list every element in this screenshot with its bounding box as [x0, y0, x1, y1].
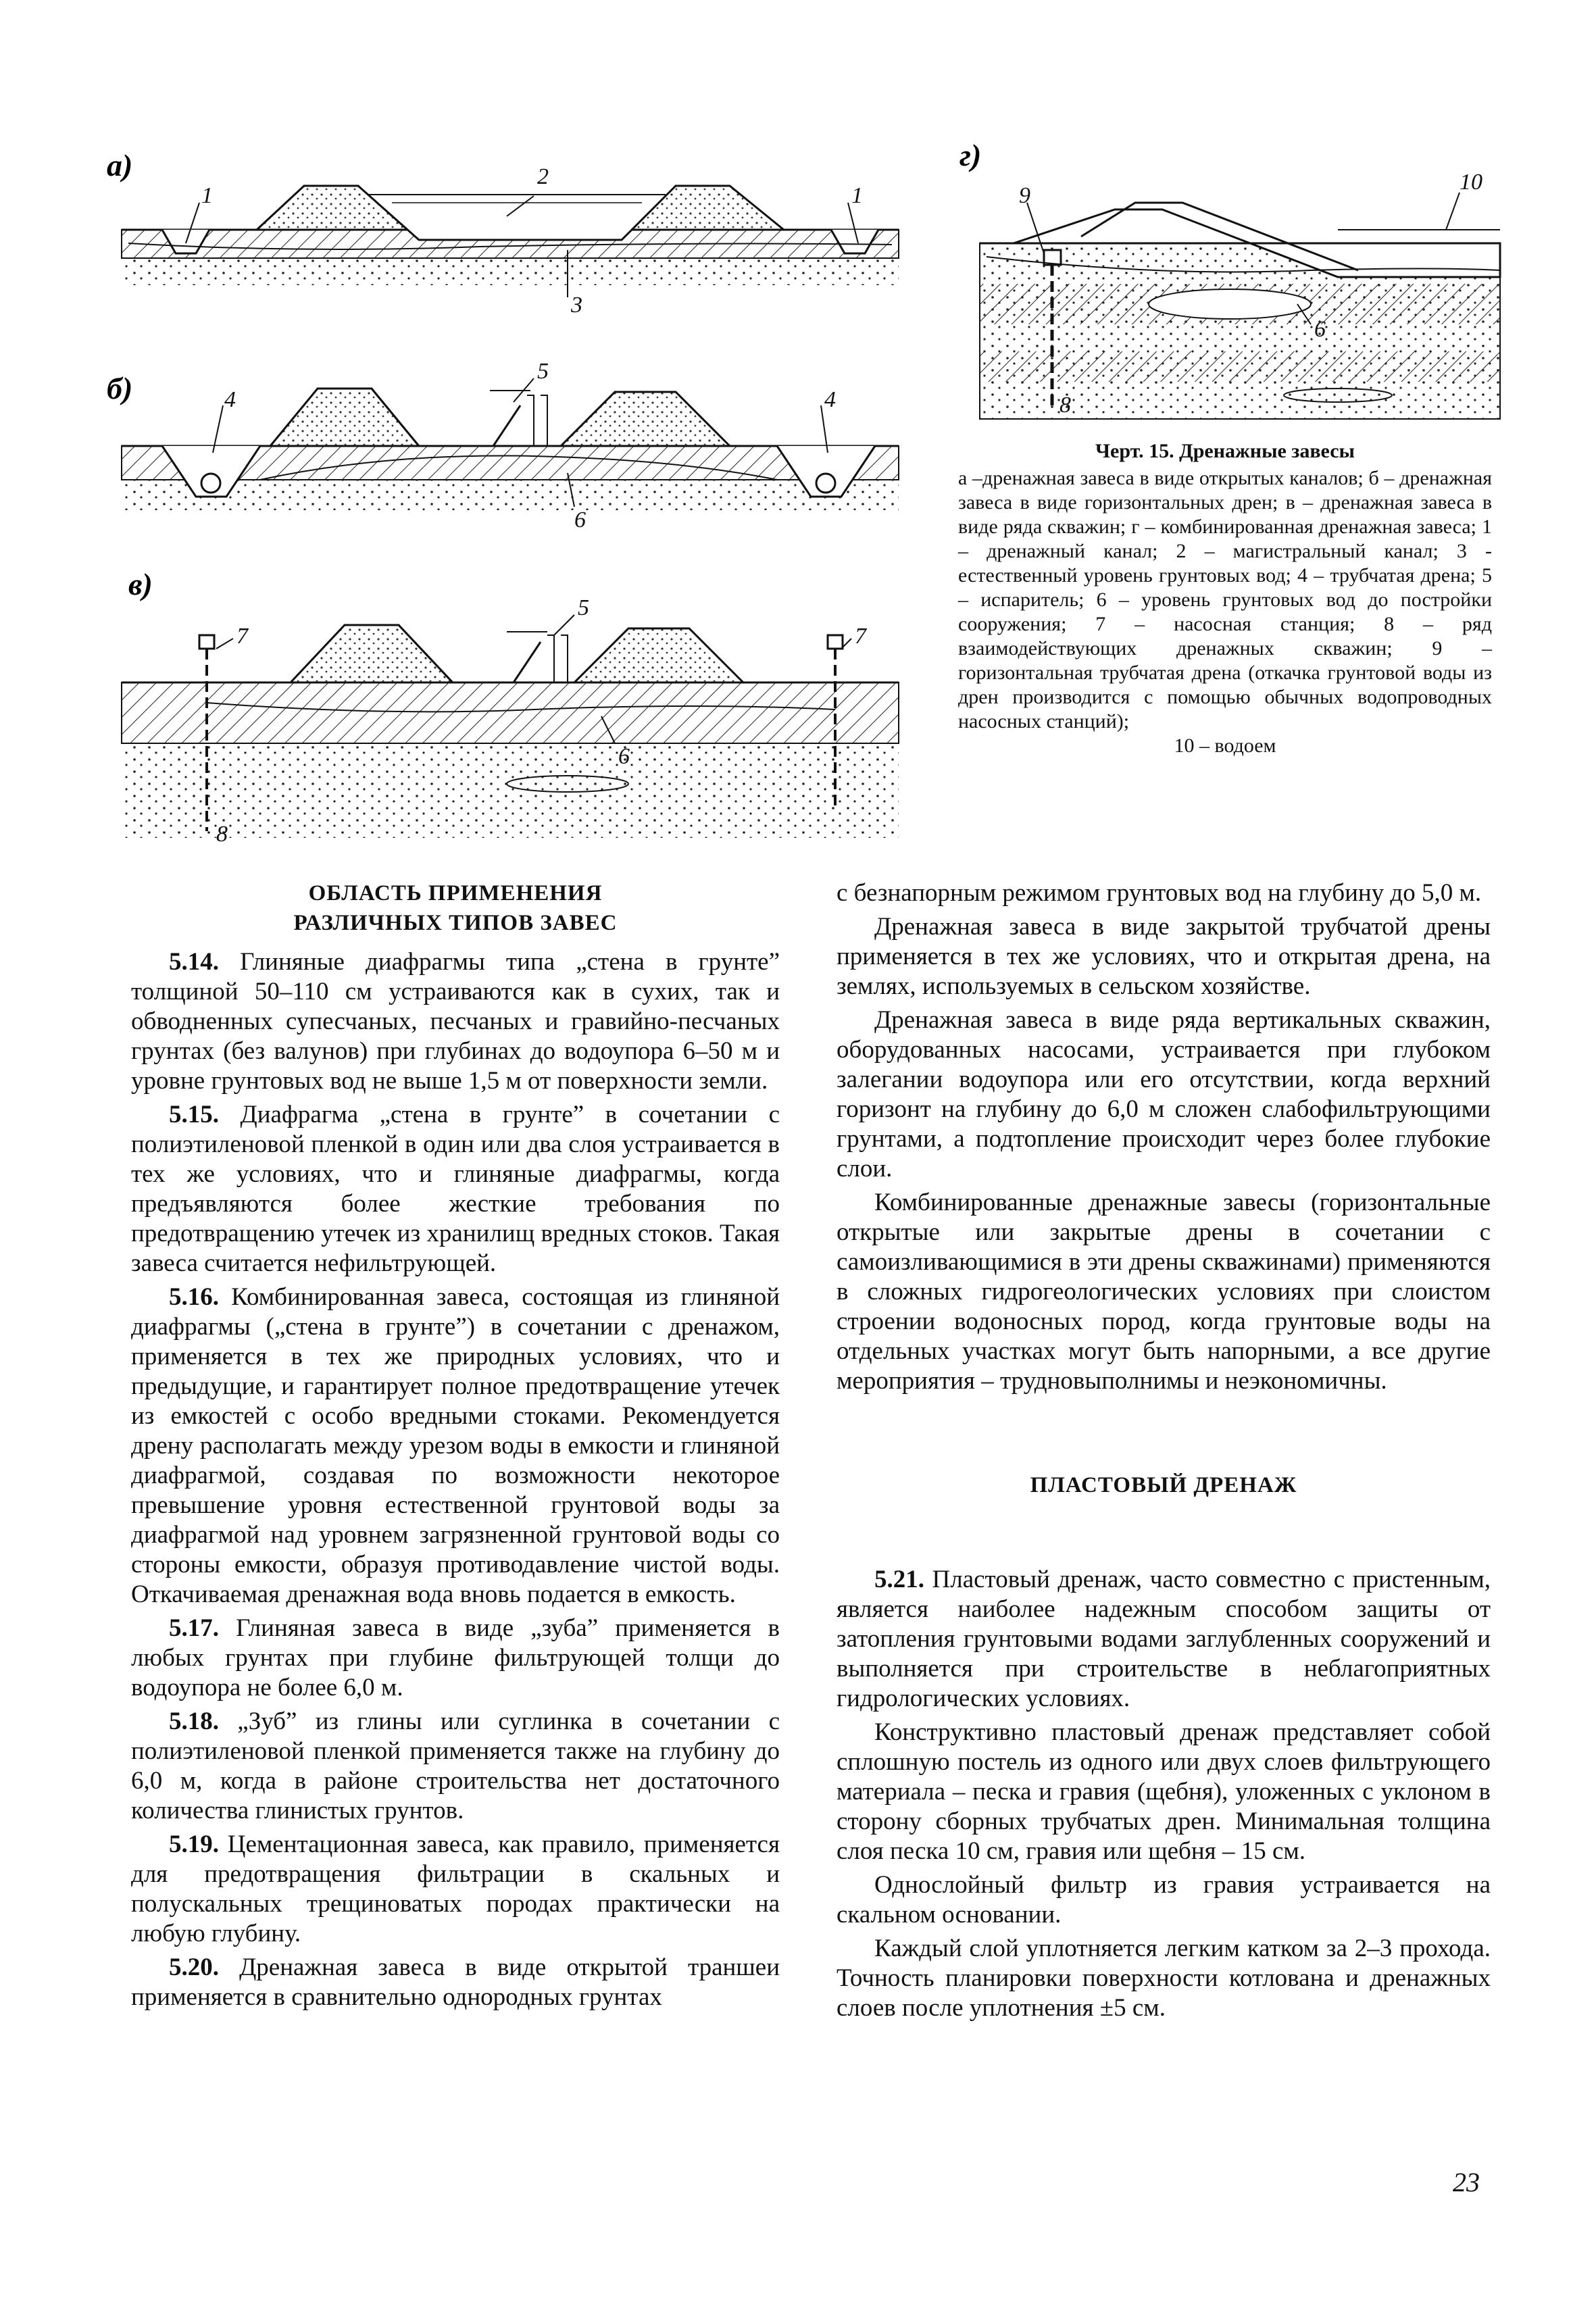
para-text: Комбинированная завеса, состоящая из глиняной диафрагмы („стена в грунте”) в сочетании с дренажом, применяется в тех же природных условиях, что и предыдущие, и гарантирует полное предотвращение утечек из емкостей с особо вредными стоками. Рекомендуется дрену располагать между урезом воды в емкости и глиняной диафрагмой, создавая по возможности некоторое превышение уровня естественной грунтовой воды за диафрагмой над уровнем загрязненной грунтовой воды со стороны емкости, образуя противодавление чистой воды. Откачиваемая дренажная вода вновь подается в емкость. [131, 1283, 780, 1608]
para-num: 5.14. [169, 948, 219, 976]
para-text: „Зуб” из глины или суглинка в сочетании с полиэтиленовой пленкой применяется также на глубину до 6,0 м, когда в районе строительства нет достаточного количества глинистых грунтов. [131, 1708, 780, 1824]
caption-title: Черт. 15. Дренажные завесы [1095, 440, 1355, 462]
callout-4b: 4 [824, 387, 836, 412]
para-num: 5.20. [169, 1953, 219, 1981]
callout-1: 1 [201, 183, 213, 208]
panel-label-v: в) [128, 567, 153, 601]
section-heading-layer-drainage: ПЛАСТОВЫЙ ДРЕНАЖ [1030, 1473, 1297, 1497]
callout-8b: 8 [1059, 393, 1071, 418]
paragraph-5-19 [131, 1830, 780, 1949]
para-num: 5.19. [169, 1831, 219, 1858]
figure-caption [958, 439, 1492, 758]
callout-1b: 1 [851, 183, 863, 208]
callout-5b: 5 [578, 595, 589, 620]
callout-6c: 6 [1314, 317, 1326, 342]
paragraph-compaction: Каждый слой уплотняется легким катком за 2–3 прохода. Точность планировки поверхности котлована и дренажных слоев после уплотнения ±5 см. [837, 1935, 1491, 2022]
paragraph-5-21 [837, 1565, 1491, 1714]
panel-b-drawing [122, 359, 899, 532]
callout-7: 7 [236, 624, 248, 649]
paragraph-5-18 [131, 1707, 780, 1826]
paragraph-combined-curtains: Комбинированные дренажные завесы (горизонтальные открытые или закрытые дрены в сочетании с самоизливающимися в эти дрены скважинами) применяются в сложных гидрогеологических условиях при слоистом строении водоносных пород, когда грунтовые воды на отдельных участках могут быть напорными, а все другие мероприятия – трудновыполнимы и неэкономичны. [837, 1189, 1491, 1395]
para-text: Глиняная завеса в виде „зуба” применяется в любых грунтах при глубине фильтрующей толщи до водоупора не более 6,0 м. [131, 1614, 780, 1701]
para-num: 5.17. [169, 1614, 219, 1642]
drainage-curtain-drawing-g [959, 135, 1514, 432]
panel-a-drawing [122, 164, 899, 318]
para-text: Цементационная завеса, как правило, применяется для предотвращения фильтрации в скальных и полускальных трещиноватых породах практически на любую глубину. [131, 1831, 780, 1947]
callout-7b: 7 [855, 624, 866, 649]
caption-last-line: 10 – водоем [1174, 735, 1276, 757]
para-text: Дренажная завеса в виде открытой траншеи применяется в сравнительно однородных грунтах [131, 1953, 780, 2011]
paragraph-5-14 [131, 947, 780, 1096]
paragraph-5-20-continuation: с безнапорным режимом грунтовых вод на глубину до 5,0 м. [837, 879, 1482, 907]
callout-8: 8 [216, 822, 228, 847]
figure-panels-left [101, 135, 946, 851]
panel-v-drawing [122, 595, 899, 847]
paragraph-single-layer-filter: Однослойный фильтр из гравия устраивается на скальном основании. [837, 1871, 1491, 1928]
callout-4: 4 [224, 387, 236, 412]
para-num: 5.21. [874, 1566, 924, 1593]
callout-6b: 6 [618, 744, 630, 769]
callout-5: 5 [537, 359, 549, 384]
paragraph-5-15 [131, 1100, 780, 1278]
panel-label-b: б) [107, 371, 133, 405]
paragraph-closed-drain: Дренажная завеса в виде закрытой трубчатой дрены применяется в тех же условиях, что и открытая дрена, на землях, используемых в сельском хозяйстве. [837, 913, 1491, 1000]
paragraph-5-16 [131, 1283, 780, 1610]
page-number: 23 [1453, 2167, 1480, 2197]
callout-6: 6 [574, 507, 586, 532]
drainage-curtain-drawings-abv [101, 135, 946, 851]
paragraph-construction: Конструктивно пластовый дренаж представляет собой сплошную постель из одного или двух слоев фильтрующего материала – песка и гравия (щебня), уложенных с уклоном в сторону сборных трубчатых дрен. Минимальная толщина слоя песка 10 см, гравия или щебня – 15 см. [837, 1718, 1491, 1865]
para-text: Диафрагма „стена в грунте” в сочетании с полиэтиленовой пленкой в один или два слоя устраивается в тех же условиях, что и глиняные диафрагмы, когда предъявляются более жесткие требования по предотвращению утечек из хранилищ вредных стоков. Такая завеса считается нефильтрующей. [131, 1101, 780, 1277]
para-num: 5.15. [169, 1101, 219, 1128]
paragraph-5-20 [131, 1953, 780, 2012]
right-column [837, 878, 1491, 2027]
callout-3: 3 [571, 293, 582, 318]
para-text: Глиняные диафрагмы типа „стена в грунте” толщиной 50–110 см устраиваются как в сухих, так и обводненных супесчаных, песчаных и гравийно-песчаных грунтах (без валунов) при глубинах до водоупора 6–50 м и уровне грунтовых вод не выше 1,5 м от поверхности земли. [131, 948, 780, 1095]
callout-2: 2 [537, 164, 549, 189]
callout-10: 10 [1460, 170, 1482, 195]
para-num: 5.16. [169, 1283, 219, 1311]
callout-9: 9 [1019, 183, 1030, 208]
caption-text: а –дренажная завеса в виде открытых каналов; б – дренажная завеса в виде горизонтальных дрен; в – дренажная завеса в виде ряда скважин; г – комбинированная дренажная завеса; 1 – дренажный канал; 2 – магистральный канал; 3 - естественный уровень грунтовых вод; 4 – трубчатая дрена; 5 – испаритель; 6 – уровень грунтовых вод до постройки сооружения; 7 – насосная станция; 8 – ряд взаимодействующих дренажных скважин; 9 – горизонтальная трубчатая дрена (откачка грунтовой воды из дрен производится с помощью обычных водопроводных насосных станций); [958, 467, 1492, 732]
figure-panel-g [959, 135, 1514, 432]
left-column [131, 878, 780, 2016]
section-heading-zones: ОБЛАСТЬ ПРИМЕНЕНИЯ РАЗЛИЧНЫХ ТИПОВ ЗАВЕС [293, 881, 618, 935]
panel-label-a: а) [107, 148, 133, 182]
para-num: 5.18. [169, 1708, 219, 1735]
para-text: Пластовый дренаж, часто совместно с пристенным, является наиболее надежным способом защиты от затопления грунтовыми водами заглубленных сооружений и выполняется при строительстве в неблагоприятных гидрологических условиях. [837, 1566, 1491, 1712]
paragraph-vertical-wells: Дренажная завеса в виде ряда вертикальных скважин, оборудованных насосами, устраивается при глубоком залегании водоупора или его отсутствии, когда верхний горизонт на глубину до 6,0 м сложен слабофильтрующими грунтами, а подтопление происходит через более глубокие слои. [837, 1006, 1491, 1183]
paragraph-5-17 [131, 1614, 780, 1703]
panel-label-g: г) [959, 138, 982, 172]
